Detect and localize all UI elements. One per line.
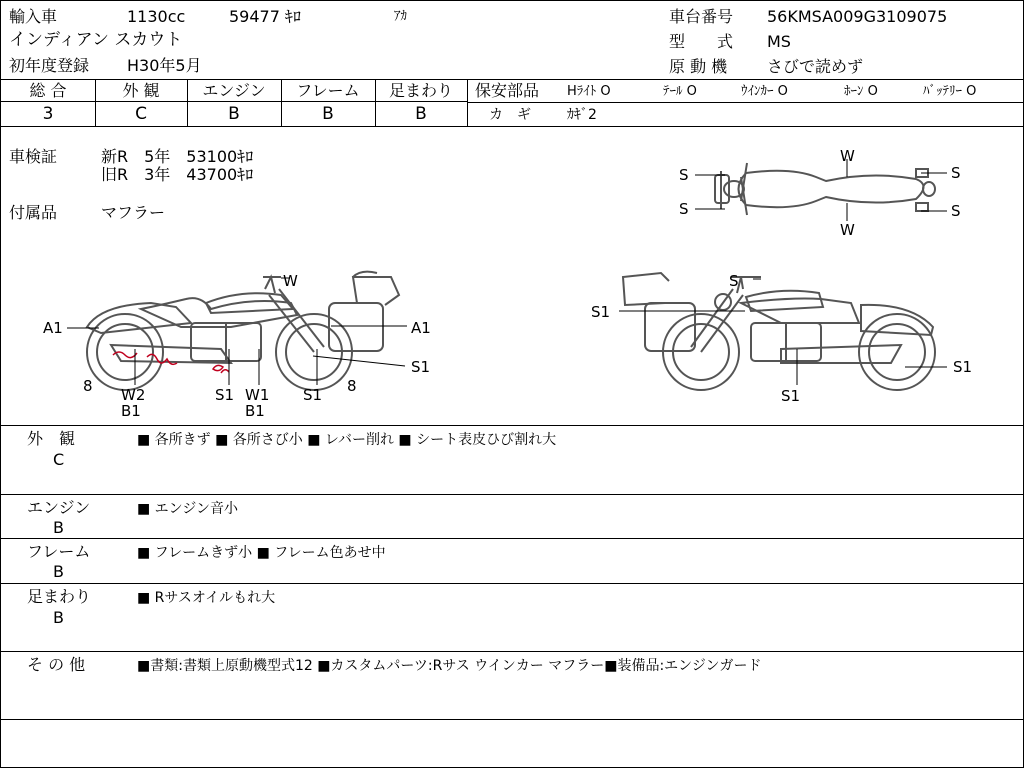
grade-engine: B bbox=[228, 104, 240, 124]
remark-label-exterior: 外 観 bbox=[27, 429, 76, 448]
divider bbox=[1, 101, 467, 102]
inspection-label: 車検証 bbox=[9, 147, 58, 166]
right-mark-s: S bbox=[729, 272, 739, 290]
grade-header-exterior: 外 観 bbox=[122, 81, 160, 100]
left-mark-b1: B1 bbox=[121, 402, 141, 420]
divider bbox=[1, 425, 1023, 426]
displacement: 1130cc bbox=[127, 7, 186, 26]
grade-header-engine: エンジン bbox=[202, 81, 266, 100]
divider bbox=[1, 651, 1023, 652]
remark-text-engine: ■ エンジン音小 bbox=[137, 501, 238, 517]
left-mark-w: W bbox=[283, 272, 298, 290]
remark-text-suspension: ■ Rサスオイルもれ大 bbox=[137, 590, 276, 606]
top-mark-s: S bbox=[951, 202, 961, 220]
frame-number-value: 56KMSA009G3109075 bbox=[767, 7, 948, 26]
left-mark-s1: S1 bbox=[303, 386, 323, 404]
remark-text-frame: ■ フレームきず小 ■ フレーム色あせ中 bbox=[137, 545, 386, 561]
left-mark-8: 8 bbox=[83, 377, 93, 395]
first-registration-label: 初年度登録 bbox=[9, 56, 90, 75]
key-value: ｶｷﾞ2 bbox=[567, 107, 597, 123]
first-registration-value: H30年5月 bbox=[127, 56, 202, 75]
top-mark-s: S bbox=[679, 166, 689, 184]
inspection-old: 旧R 3年 43700ｷﾛ bbox=[101, 165, 254, 184]
mileage: 59477 ｷﾛ bbox=[229, 7, 301, 26]
divider bbox=[467, 102, 1023, 103]
accessories-value: マフラー bbox=[101, 203, 166, 222]
safety-tail: ﾃｰﾙ O bbox=[663, 84, 697, 99]
motorcycle-left-view bbox=[87, 272, 399, 390]
leader-line bbox=[313, 356, 405, 366]
type-value: MS bbox=[767, 32, 791, 51]
left-mark-w2: W2 bbox=[121, 386, 146, 404]
remark-label-suspension: 足まわり bbox=[27, 587, 92, 606]
top-mark-s: S bbox=[951, 164, 961, 182]
remark-grade-suspension: B bbox=[53, 608, 64, 627]
key-label: カ ギ bbox=[489, 107, 531, 123]
color-value: ｱｶ bbox=[394, 9, 407, 24]
divider bbox=[1, 719, 1023, 720]
right-mark-s1: S1 bbox=[953, 358, 973, 376]
inspection-new: 新R 5年 53100ｷﾛ bbox=[101, 147, 254, 166]
remark-grade-exterior: C bbox=[53, 450, 65, 469]
safety-parts-label: 保安部品 bbox=[475, 81, 540, 100]
engine-type-value: さびで読めず bbox=[767, 57, 864, 76]
divider bbox=[1, 583, 1023, 584]
motorcycle-top-view bbox=[715, 163, 935, 215]
frame-number-label: 車台番号 bbox=[669, 7, 734, 26]
accessories-label: 付属品 bbox=[9, 203, 58, 222]
safety-winker: ｳｲﾝｶｰ O bbox=[741, 84, 788, 99]
grade-exterior: C bbox=[135, 104, 147, 124]
damage-diagram bbox=[1, 127, 1023, 425]
grade-header-overall: 総 合 bbox=[29, 81, 67, 100]
right-mark-s1: S1 bbox=[781, 387, 801, 405]
top-mark-s: S bbox=[679, 200, 689, 218]
grade-frame: B bbox=[322, 104, 334, 124]
import-label: 輸入車 bbox=[9, 7, 58, 26]
grade-suspension: B bbox=[415, 104, 427, 124]
remark-label-other: そ の 他 bbox=[27, 655, 86, 674]
top-mark-w: W bbox=[840, 147, 855, 165]
grade-header-suspension: 足まわり bbox=[388, 81, 453, 100]
model-name: インディアン スカウト bbox=[9, 30, 183, 50]
safety-horn: ﾎｰﾝ O bbox=[844, 84, 878, 99]
left-mark-8: 8 bbox=[347, 377, 357, 395]
left-mark-s1: S1 bbox=[215, 386, 235, 404]
engine-type-label: 原 動 機 bbox=[669, 57, 728, 76]
left-mark-a1: A1 bbox=[411, 319, 431, 337]
remark-label-frame: フレーム bbox=[27, 542, 91, 561]
left-mark-w1: W1 bbox=[245, 386, 270, 404]
motorcycle-right-view bbox=[623, 273, 935, 390]
remark-label-engine: エンジン bbox=[27, 498, 91, 517]
divider bbox=[1, 494, 1023, 495]
grade-header-frame: フレーム bbox=[296, 81, 360, 100]
divider bbox=[467, 79, 468, 126]
remark-grade-frame: B bbox=[53, 562, 64, 581]
type-label: 型 式 bbox=[669, 32, 734, 51]
divider bbox=[1, 79, 1023, 80]
left-mark-b1: B1 bbox=[245, 402, 265, 420]
grade-overall: 3 bbox=[42, 104, 54, 124]
safety-headlight: Hﾗｲﾄ O bbox=[567, 84, 611, 99]
remark-text-exterior: ■ 各所きず ■ 各所さび小 ■ レバー削れ ■ シート表皮ひび割れ大 bbox=[137, 432, 557, 448]
right-mark-s1: S1 bbox=[591, 303, 611, 321]
left-mark-s1: S1 bbox=[411, 358, 431, 376]
remark-text-other: ■書類:書類上原動機型式12 ■カスタムパーツ:Rサス ウインカー マフラー■装備品:エンジンガード bbox=[137, 658, 762, 674]
safety-battery: ﾊﾞｯﾃﾘｰ O bbox=[923, 84, 977, 99]
left-mark-a1: A1 bbox=[43, 319, 63, 337]
top-mark-w: W bbox=[840, 221, 855, 239]
remark-grade-engine: B bbox=[53, 518, 64, 537]
divider bbox=[1, 538, 1023, 539]
